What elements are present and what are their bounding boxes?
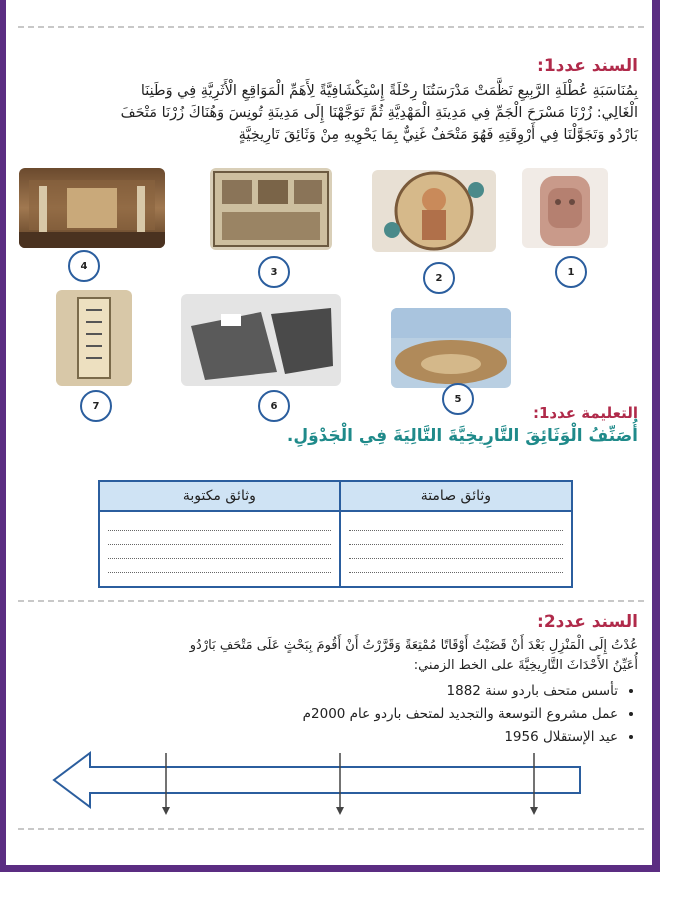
divider-bottom — [18, 828, 644, 830]
instruction-text: أُصَنِّفُ الْوَثَائِقَ التَّارِيخِيَّةَ التَّالِيَةَ فِي الْجَدْوَلِ. — [286, 426, 638, 446]
divider-middle — [18, 600, 644, 602]
doc2-instruction: أُعَيِّنُ الأَحْدَاثَ التَّارِيخِيَّةَ على الخط الزمني: — [413, 658, 638, 673]
event-item: • عمل مشروع التوسعة والتجديد لمتحف باردو عام 2000م — [303, 703, 618, 726]
classification-table — [98, 480, 573, 588]
photo-stone-bust — [522, 168, 608, 248]
photo-number-5: 5 — [442, 383, 474, 415]
page-border-bottom — [0, 865, 660, 872]
event-item: • تأسس متحف باردو سنة 1882 — [303, 680, 618, 703]
photo-el-jem-amphitheatre-image — [391, 308, 511, 388]
column-header-silent-documents: وثائق صامتة — [340, 481, 572, 511]
divider-top — [18, 26, 644, 28]
events-list — [303, 680, 638, 749]
doc2-line: عُدْتُ إِلَى الْمَنْزِلِ بَعْدَ أَنْ قَضَيْتُ أَوْقَاتًا مُمْتِعَةً وَقَرَّرْتُ أَنْ أَقُومَ بِبَحْثٍ عَلَى مَتْحَفِ بَارْدُو — [189, 638, 638, 653]
photo-written-tablet-image — [56, 290, 132, 386]
page-border-left — [0, 0, 6, 872]
doc1-paragraph — [48, 80, 638, 146]
photo-stone-bust-image — [522, 168, 608, 248]
photo-written-tablet — [56, 290, 132, 386]
column-header-written-documents: وثائق مكتوبة — [99, 481, 340, 511]
timeline — [50, 745, 590, 815]
doc1-heading: السند عدد1: — [537, 56, 638, 76]
photo-mosaic-panel — [210, 168, 332, 250]
answer-cell-silent[interactable] — [340, 511, 572, 587]
photo-number-4: 4 — [68, 250, 100, 282]
photo-number-1: 1 — [555, 256, 587, 288]
timeline-arrow — [54, 753, 580, 807]
photo-inscription-slabs — [181, 294, 341, 386]
photo-number-3: 3 — [258, 256, 290, 288]
event-item: • عيد الإستقلال 1956 — [303, 726, 618, 749]
photo-el-jem-amphitheatre — [391, 308, 511, 388]
doc1-line: بَارْدُو وَتَجَوَّلْنَا فِي أَرْوِقَتِهِ فَهُوَ مَتْحَفٌ غَنِيٌّ بِمَا يَحْوِيهِ مِنْ وَثَائِقَ تَارِيخِيَّةٍ — [238, 127, 638, 143]
doc1-line: الْغَالِي: زُرْنَا مَسْرَحَ الْجَمِّ فِي مَدِينَةِ الْمَهْدِيَّةِ ثُمَّ تَوَجَّهْنَا إِلَى مَدِينَةِ تُونِسَ وَهُنَاكَ زُرْنَا مَتْحَفَ — [120, 105, 638, 121]
page-border-right — [652, 0, 660, 872]
photo-mosaic-panel-image — [210, 168, 332, 250]
photo-number-2: 2 — [423, 262, 455, 294]
photo-number-7: 7 — [80, 390, 112, 422]
photo-bardo-hall-image — [19, 168, 165, 248]
doc1-line: بِمُنَاسَبَةِ عُطْلَةِ الرَّبِيعِ نَظَّمَتْ مَدْرَسَتُنَا رِحْلَةً إِسْتِكْشَافِيَّةً لِأَهَمِّ الْمَوَاقِعِ الْأَثَرِيَّةِ فِي وَطَنِنَا — [140, 83, 638, 99]
doc2-heading: السند عدد2: — [537, 612, 638, 632]
photo-number-6: 6 — [258, 390, 290, 422]
photo-inscription-slabs-image — [181, 294, 341, 386]
photo-bardo-hall — [19, 168, 165, 248]
photo-neptune-mosaic — [372, 170, 496, 252]
instruction-heading: التعليمة عدد1: — [532, 404, 638, 422]
answer-cell-written[interactable] — [99, 511, 340, 587]
photo-neptune-mosaic-image — [372, 170, 496, 252]
